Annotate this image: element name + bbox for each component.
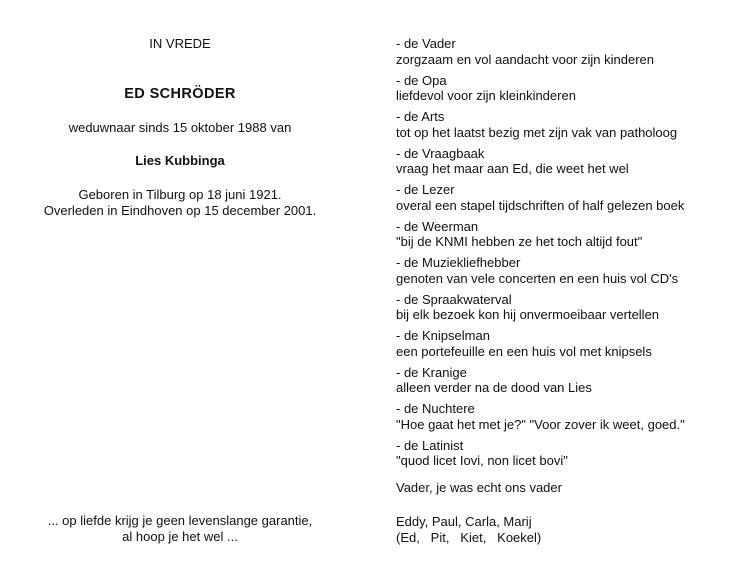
children-signature [396,514,541,545]
list-item [396,219,726,256]
role-title: - de Arts [396,109,445,124]
role-description: een portefeuille en een huis vol met knipsels [396,343,652,359]
role-description: overal een stapel tijdschriften of half gelezen boek [396,197,685,213]
role-description: bij elk bezoek kon hij onvermoeibaar vertellen [396,307,660,322]
list-item [396,182,726,219]
role-description: vraag het maar aan Ed, die weet het wel [396,161,629,176]
widower-line: weduwnaar sinds 15 oktober 1988 van [68,120,292,135]
list-item [396,365,726,402]
closing-quote [20,513,340,545]
role-description: tot op het laatst bezig met zijn vak van patholoog [396,124,678,140]
list-item [396,401,726,438]
role-description: alleen verder na de dood van Lies [396,380,592,395]
role-title: - de Weerman [396,218,479,234]
death-line: Overleden in Eindhoven op 15 december 2001. [43,203,317,218]
list-item [396,36,726,73]
spouse-name: Lies Kubbinga [135,153,225,168]
closing-line: Vader, je was echt ons vader [396,480,562,495]
role-title: - de Vader [396,36,456,51]
role-description: zorgzaam en vol aandacht voor zijn kinderen [396,51,654,67]
list-item [396,255,726,292]
role-description: "quod licet Iovi, non licet bovi" [396,453,568,468]
role-title: - de Kranige [396,364,467,380]
quote-line-1: ... op liefde krijg je geen levenslange garantie, [47,513,313,528]
role-title: - de Muziekliefhebber [396,255,521,270]
role-title: - de Knipselman [396,328,490,343]
children-names: Eddy, Paul, Carla, Marij [396,514,532,529]
list-item [396,109,726,146]
role-title: - de Latinist [396,437,464,453]
role-title: - de Lezer [396,182,455,197]
in-vrede-heading: IN VREDE [149,36,211,51]
children-nicknames: (Ed, Pit, Kiet, Koekel) [396,529,542,545]
role-title: - de Vraagbaak [396,145,485,161]
list-item [396,146,726,183]
role-title: - de Nuchtere [396,401,475,416]
deceased-name: ED SCHRÖDER [124,86,236,102]
list-item [396,328,726,365]
role-description: "bij de KNMI hebben ze het toch altijd fout" [396,234,643,249]
list-item [396,73,726,110]
role-description: liefdevol voor zijn kleinkinderen [396,88,576,103]
list-item [396,292,726,329]
roles-list [396,36,726,474]
list-item [396,438,726,475]
role-description: genoten van vele concerten en een huis vol CD's [396,270,679,286]
birth-line: Geboren in Tilburg op 18 juni 1921. [78,187,282,202]
role-title: - de Spraakwaterval [396,291,512,307]
role-title: - de Opa [396,72,447,88]
role-description: "Hoe gaat het met je?" "Voor zover ik weet, goed." [396,416,685,432]
quote-line-2: al hoop je het wel ... [122,529,238,544]
